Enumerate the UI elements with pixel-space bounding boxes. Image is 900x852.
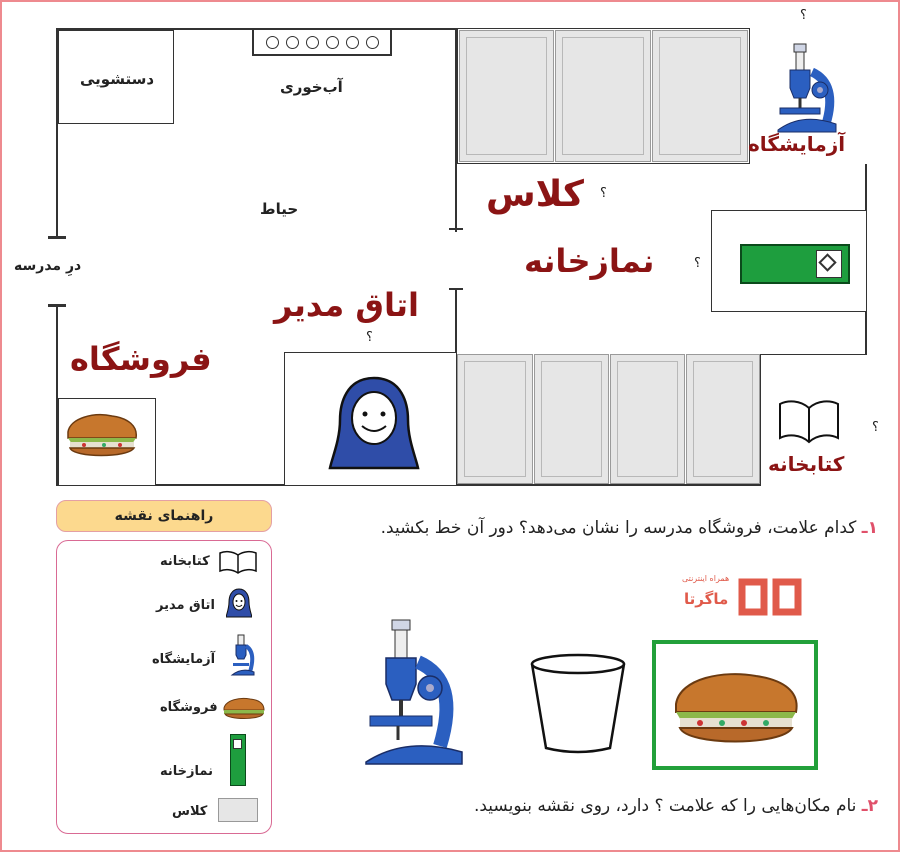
option-microscope[interactable] bbox=[358, 618, 468, 768]
classroom-answer: کلاس bbox=[486, 174, 584, 215]
question-2 bbox=[474, 796, 878, 816]
legend-label: نمازخانه bbox=[160, 764, 213, 779]
prayer-room-question-mark: ؟ bbox=[694, 256, 701, 271]
book-icon bbox=[776, 398, 842, 444]
principal-office-answer: اتاق مدیر bbox=[274, 286, 419, 324]
classroom-cell bbox=[555, 30, 651, 162]
option-cup[interactable] bbox=[526, 652, 630, 756]
legend-box bbox=[56, 540, 272, 834]
microscope-icon bbox=[772, 42, 842, 134]
question-2-text: نام مکان‌هایی را که علامت ؟ دارد، روی نقشه بنویسید. bbox=[473, 796, 857, 816]
wall-bottom bbox=[56, 484, 867, 486]
question-1 bbox=[381, 518, 878, 538]
inner-wall-left bbox=[455, 28, 457, 232]
option-sandwich-selected[interactable] bbox=[652, 640, 818, 770]
legend-label: فروشگاه bbox=[160, 700, 218, 715]
prayer-mat-icon bbox=[230, 734, 246, 786]
legend-title: راهنمای نقشه bbox=[56, 500, 272, 532]
watermark-logo-icon bbox=[738, 576, 804, 616]
principal-icon bbox=[328, 374, 420, 472]
classroom-cell bbox=[652, 30, 748, 162]
question-2-number: ۲ـ bbox=[861, 796, 878, 816]
toilet-label: دستشویی bbox=[80, 70, 155, 88]
book-icon bbox=[218, 550, 258, 574]
principal-office-question-mark: ؟ bbox=[366, 330, 373, 345]
door-mark-top bbox=[48, 236, 66, 239]
lab-answer: آزمایشگاه bbox=[748, 132, 846, 156]
library-answer: کتابخانه bbox=[768, 452, 845, 476]
water-fountain-icon bbox=[252, 30, 392, 56]
inner-wall-tick bbox=[449, 228, 463, 230]
question-1-number: ۱ـ bbox=[861, 518, 878, 538]
classroom-cell bbox=[457, 354, 533, 484]
classroom-question-mark: ؟ bbox=[600, 186, 607, 201]
watermark-line1: همراه اینترنتی bbox=[682, 574, 730, 583]
yard-label: حیاط bbox=[260, 200, 299, 218]
classroom-cell bbox=[686, 354, 760, 484]
library-question-mark: ؟ bbox=[872, 420, 879, 435]
principal-icon bbox=[226, 588, 252, 618]
legend-label: کلاس bbox=[172, 804, 208, 819]
door-mark-bottom bbox=[48, 304, 66, 307]
lab-question-mark: ؟ bbox=[800, 8, 807, 23]
legend-label: کتابخانه bbox=[160, 554, 210, 569]
legend-label: اتاق مدیر bbox=[156, 598, 215, 613]
prayer-room-answer: نمازخانه bbox=[524, 242, 655, 280]
sandwich-icon bbox=[64, 410, 140, 460]
school-door-label: درِ مدرسه bbox=[14, 258, 82, 274]
classroom-cell bbox=[534, 354, 609, 484]
classroom-cell bbox=[610, 354, 685, 484]
microscope-icon bbox=[230, 634, 256, 676]
store-answer: فروشگاه bbox=[70, 340, 212, 378]
prayer-mat-icon bbox=[740, 244, 850, 284]
classroom-icon bbox=[218, 798, 258, 822]
watermark-line2: ماگرتا bbox=[684, 590, 729, 608]
sandwich-icon bbox=[670, 668, 802, 748]
legend-label: آزمایشگاه bbox=[152, 652, 216, 667]
water-fountain-label: آب‌خوری bbox=[280, 78, 343, 96]
sandwich-icon bbox=[222, 696, 266, 722]
question-1-text: کدام علامت، فروشگاه مدرسه را نشان می‌دهد؟ دور آن خط بکشید. bbox=[380, 518, 857, 538]
classroom-cell bbox=[459, 30, 554, 162]
